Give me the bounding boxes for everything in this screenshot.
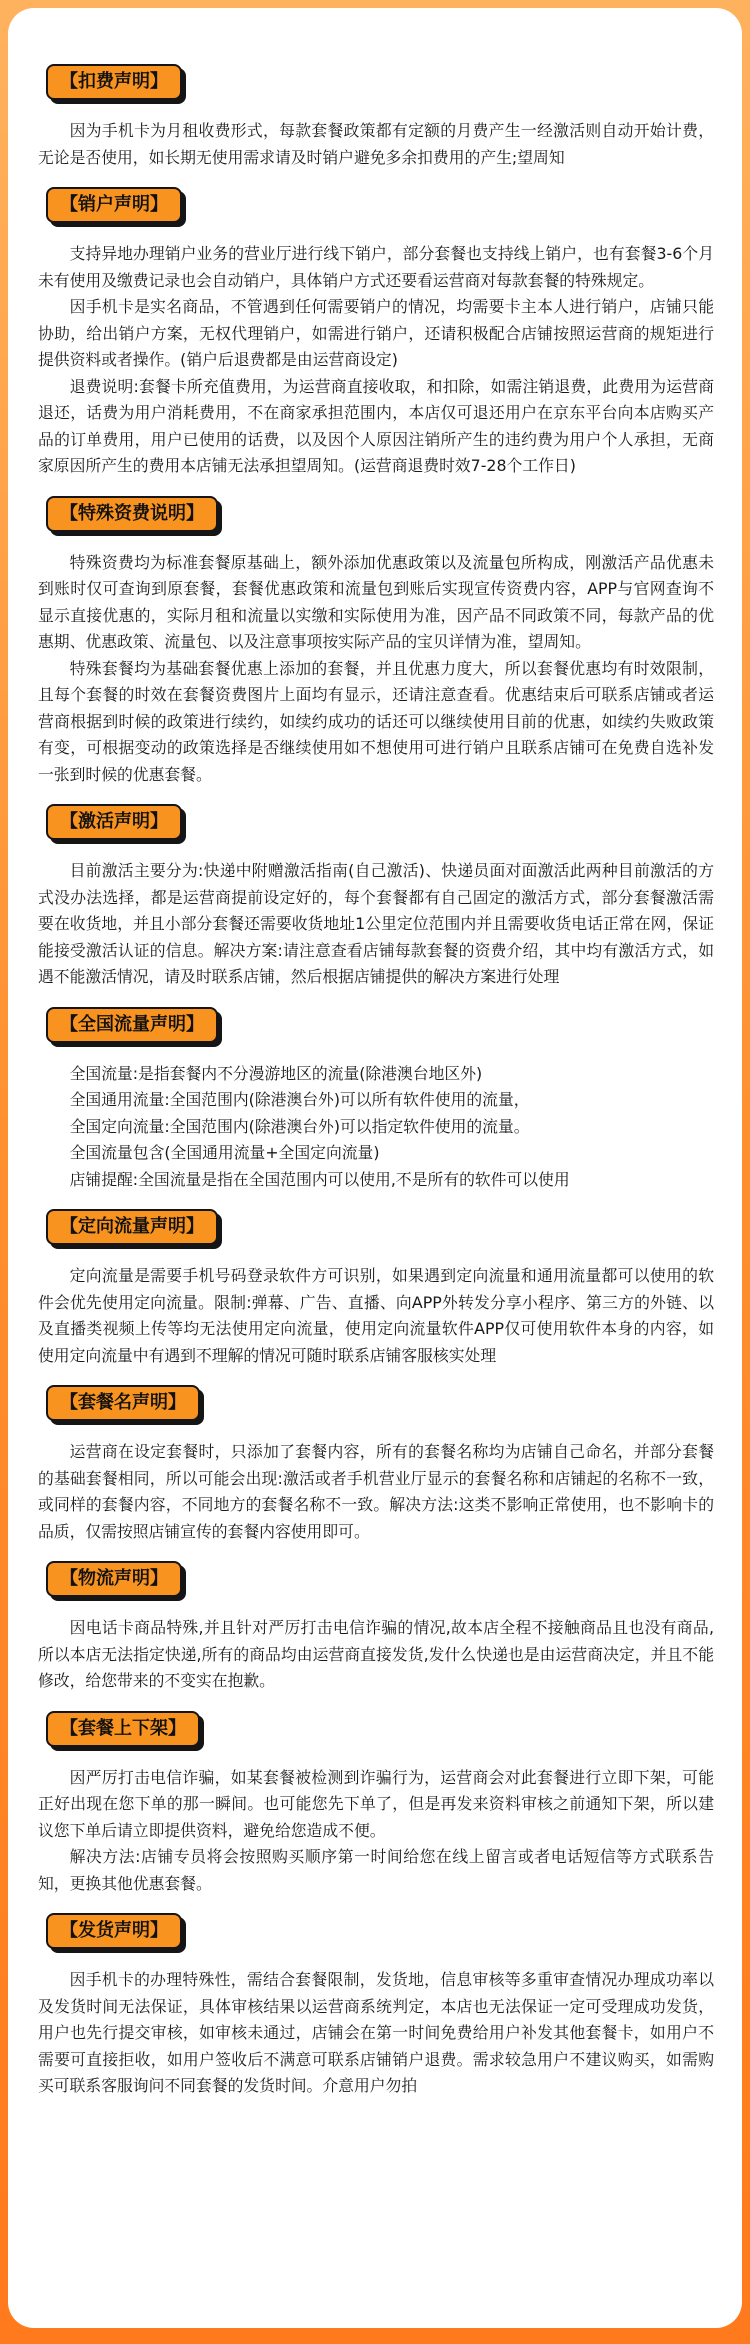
- section-paragraph: 因严厉打击电信诈骗，如某套餐被检测到诈骗行为，运营商会对此套餐进行立即下架，可能正好出现在您下单的那一瞬间。也可能您先下单了，但是再发来资料审核之前通知下架，所以建议您下单后请立即提供资料，避免给您造成不便。: [38, 1767, 714, 1840]
- section-national-data: [38, 999, 714, 1194]
- section-logistics: [38, 1553, 714, 1695]
- section-title: 【特殊资费说明】: [46, 496, 218, 532]
- section-plan-name: [38, 1377, 714, 1545]
- section-paragraph: 支持异地办理销户业务的营业厅进行线下销户，部分套餐也支持线上销户，也有套餐3-6个月未有使用及缴费记录也会自动销户，具体销户方式还要看运营商对每款套餐的特殊规定。: [38, 244, 714, 290]
- section-paragraph: 运营商在设定套餐时，只添加了套餐内容，所有的套餐名称均为店铺自己命名，并部分套餐的基础套餐相同，所以可能会出现:激活或者手机营业厅显示的套餐名称和店铺起的名称不一致，或同样的套餐内容，不同地方的套餐名称不一致。解决方法:这类不影响正常使用，也不影响卡的品质，仅需按照店铺宣传的套餐内容使用即可。: [38, 1442, 714, 1541]
- section-title: 【销户声明】: [46, 187, 182, 223]
- section-paragraph: 特殊资费均为标准套餐原基础上，额外添加优惠政策以及流量包所构成，刚激活产品优惠未到账时仅可查询到原套餐，套餐优惠政策和流量包到账后实现宣传资费内容，APP与官网查询不显示直接优惠的，实际月租和流量以实缴和实际使用为准，因产品不同政策不同，每款产品的优惠期、优惠政策、流量包、以及注意事项按实际产品的宝贝详情为准，望周知。: [38, 552, 714, 651]
- section-plan-listing: [38, 1703, 714, 1898]
- section-paragraph: 因手机卡是实名商品，不管遇到任何需要销户的情况，均需要卡主本人进行销户，店铺只能协助，给出销户方案，无权代理销户，如需进行销户，还请积极配合店铺按照运营商的规矩进行提供资料或者操作。(销户后退费都是由运营商设定): [38, 297, 714, 369]
- section-line: 店铺提醒:全国流量是指在全国范围内可以使用,不是所有的软件可以使用: [69, 1169, 570, 1189]
- section-title: 【套餐名声明】: [46, 1385, 200, 1421]
- section-special-tariff: [38, 488, 714, 789]
- section-paragraph: 退费说明:套餐卡所充值费用，为运营商直接收取，和扣除，如需注销退费，此费用为运营商退还，话费为用户消耗费用，不在商家承担范围内，本店仅可退还用户在京东平台向本店购买产品的订单费用，用户已使用的话费，以及因个人原因注销所产生的违约费为用户个人承担，无商家原因所产生的费用本店铺无法承担望周知。(运营商退费时效7-28个工作日): [38, 376, 714, 475]
- section-title: 【扣费声明】: [46, 64, 182, 100]
- section-paragraph: 因手机卡的办理特殊性，需结合套餐限制，发货地，信息审核等多重审查情况办理成功率以及发货时间无法保证，具体审核结果以运营商系统判定，本店也无法保证一定可受理成功发货，用户也先行提交审核，如审核未通过，店铺会在第一时间免费给用户补发其他套餐卡，如用户不需要可直接拒收，如用户签收后不满意可联系店铺销户退费。需求较急用户不建议购买，如需购买可联系客服询问不同套餐的发货时间。介意用户勿拍: [38, 1970, 714, 2095]
- section-targeted-data: [38, 1201, 714, 1369]
- section-paragraph: 特殊套餐均为基础套餐优惠上添加的套餐，并且优惠力度大，所以套餐优惠均有时效限制，且每个套餐的时效在套餐资费图片上面均有显示，还请注意查看。优惠结束后可联系店铺或者运营商根据到时候的政策进行续约，如续约成功的话还可以继续使用目前的优惠，如续约失败政策有变，可根据变动的政策选择是否继续使用如不想使用可进行销户且联系店铺可在免费自选补发一张到时候的优惠套餐。: [38, 658, 714, 784]
- section-title: 【定向流量声明】: [46, 1209, 218, 1245]
- section-title: 【物流声明】: [46, 1561, 182, 1597]
- section-billing: [38, 56, 714, 171]
- section-line: 全国流量包含(全国通用流量+全国定向流量): [69, 1143, 380, 1162]
- section-line: 全国流量:是指套餐内不分漫游地区的流量(除港澳台地区外): [69, 1063, 483, 1083]
- section-paragraph: 目前激活主要分为:快递中附赠激活指南(自己激活)、快递员面对面激活此两种目前激活的方式没办法选择，都是运营商提前设定好的，每个套餐都有自己固定的激活方式，部分套餐激活需要在收货地，并且小部分套餐还需要收货地址1公里定位范围内并且需要收货电话正常在网，保证能接受激活认证的信息。解决方案:请注意查看店铺每款套餐的资费介绍，其中均有激活方式，如遇不能激活情况，请及时联系店铺，然后根据店铺提供的解决方案进行处理: [38, 861, 714, 986]
- section-cancellation: [38, 179, 714, 480]
- section-paragraph: 定向流量是需要手机号码登录软件方可识别，如果遇到定向流量和通用流量都可以使用的软件会优先使用定向流量。限制:弹幕、广告、直播、向APP外转发分享小程序、第三方的外链、以及直播类视频上传等均无法使用定向流量，使用定向流量软件APP仅可使用软件本身的内容，如使用定向流量中有遇到不理解的情况可随时联系店铺客服核实处理: [38, 1266, 714, 1365]
- section-title: 【套餐上下架】: [46, 1711, 200, 1747]
- section-activation: [38, 796, 714, 991]
- section-title: 【全国流量声明】: [46, 1007, 218, 1043]
- section-paragraph: 因为手机卡为月租收费形式，每款套餐政策都有定额的月费产生一经激活则自动开始计费，无论是否使用，如长期无使用需求请及时销户避免多余扣费用的产生;望周知: [38, 121, 714, 167]
- section-paragraph: 解决方法:店铺专员将会按照购买顺序第一时间给您在线上留言或者电话短信等方式联系告知，更换其他优惠套餐。: [38, 1847, 714, 1893]
- section-paragraph: 因电话卡商品特殊,并且针对严厉打击电信诈骗的情况,故本店全程不接触商品且也没有商品,所以本店无法指定快递,所有的商品均由运营商直接发货,发什么快递也是由运营商决定，并且不能修改，给您带来的不变实在抱歉。: [38, 1618, 714, 1690]
- notice-panel: [8, 8, 742, 2328]
- section-title: 【发货声明】: [46, 1913, 182, 1949]
- section-line: 全国通用流量:全国范围内(除港澳台外)可以所有软件使用的流量，: [69, 1090, 530, 1109]
- section-shipping: [38, 1905, 714, 2100]
- section-line: 全国定向流量:全国范围内(除港澳台外)可以指定软件使用的流量。: [69, 1116, 530, 1136]
- section-title: 【激活声明】: [46, 804, 182, 840]
